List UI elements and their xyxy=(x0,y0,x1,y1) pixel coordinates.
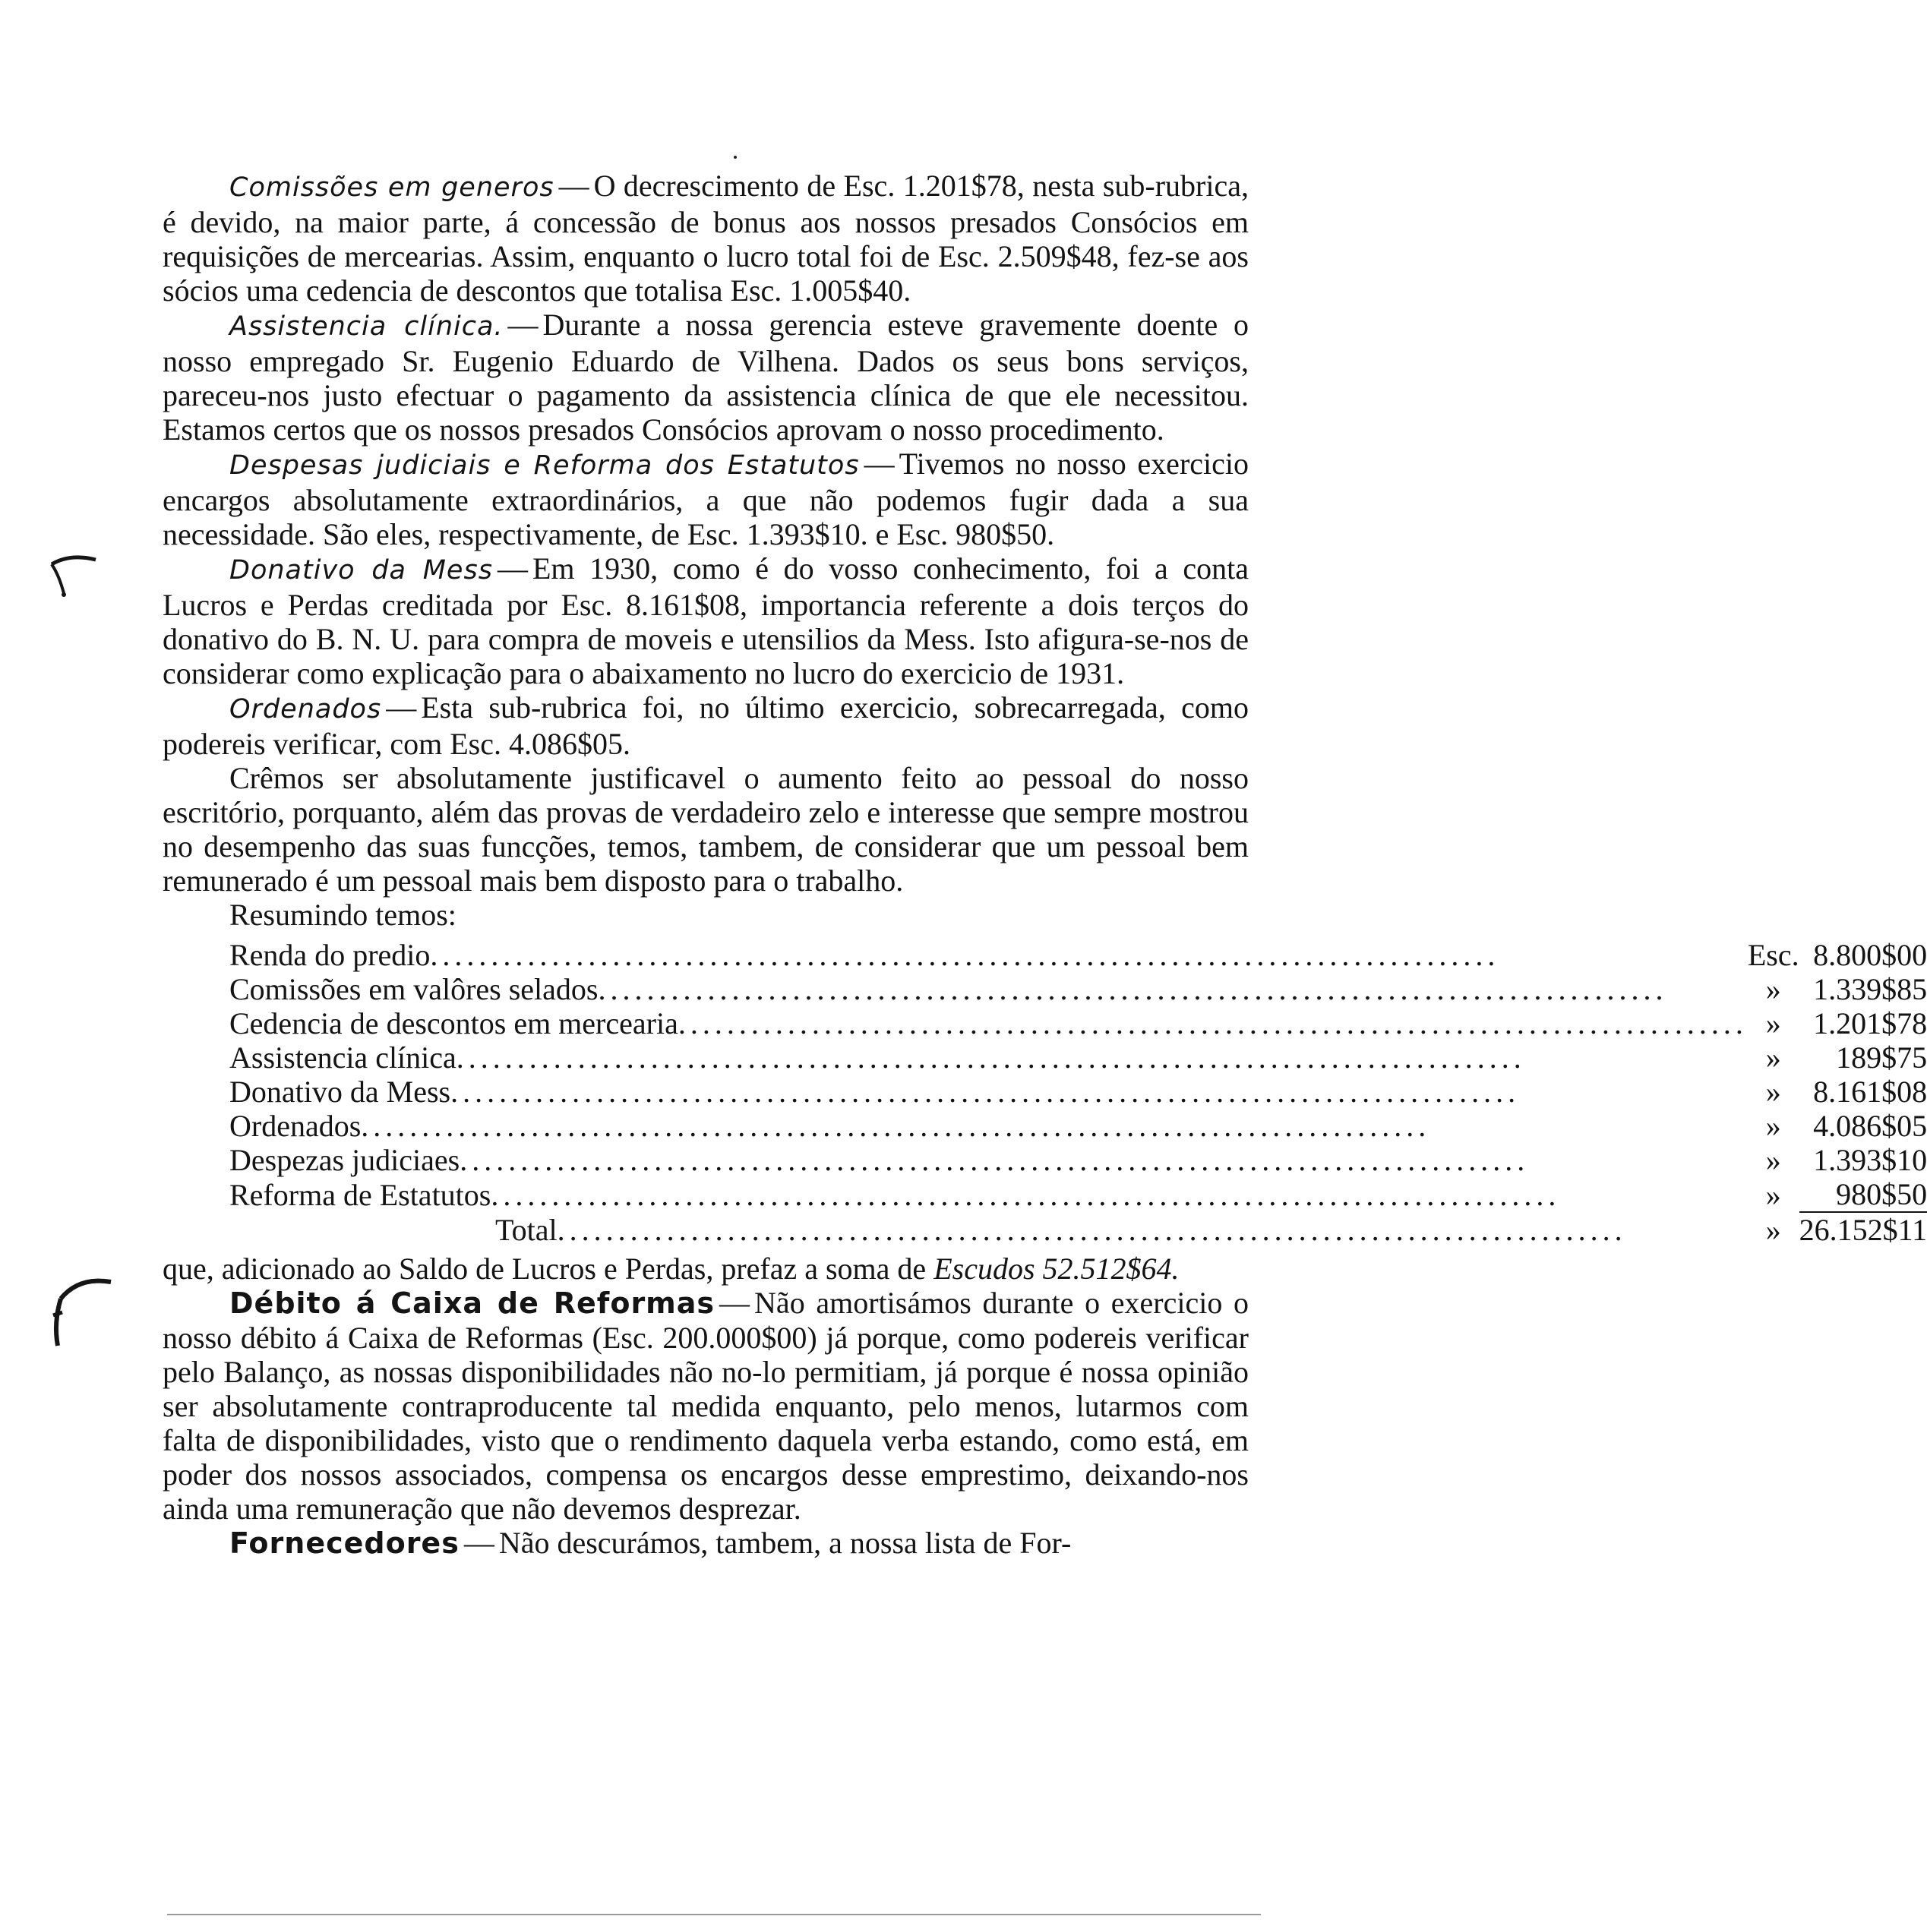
dot-leader: ........................................................................................ xyxy=(456,1040,1526,1075)
summary-row xyxy=(229,1040,1927,1075)
summary-amount: 980$50 xyxy=(1799,1177,1927,1212)
dot-leader: ........................................................................................ xyxy=(361,1109,1431,1143)
paragraph-resumindo: Resumindo temos: xyxy=(229,898,456,932)
summary-label-cell xyxy=(229,972,1748,1006)
paragraph-text: Não amortisámos durante o exercicio o nosso débito á Caixa de Reformas (Esc. 200.000$00) já porque, como podereis verificar pelo Balanço, as nossas disponibilidades não no-lo permitiam, já porque é nossa opinião ser absolutamente contraproducente tal medida enquanto, pelo menos, lutarmos com falta de disponibilidades, visto que o rendimento daquela verba estando, como está, em poder dos nossos associados, compensa os encargos desse emprestimo, deixando-nos ainda uma remuneração que não devemos desprezar. xyxy=(163,1286,1249,1526)
summary-currency: » xyxy=(1765,1040,1781,1075)
dot-leader: ........................................................................................ xyxy=(598,972,1668,1006)
dot-leader: ........................................................................................ xyxy=(430,938,1500,972)
em-dash: — xyxy=(719,1286,750,1320)
summary-currency: » xyxy=(1765,1075,1781,1109)
summary-row xyxy=(229,1177,1927,1212)
paragraph-text: Esta sub-rubrica foi, no último exercicio, sobrecarregada, como podereis verificar, com Esc. 4.086$05. xyxy=(163,690,1249,761)
em-dash: — xyxy=(558,169,589,203)
paragraph-comissoes-generos xyxy=(163,169,1249,308)
paragraph-donativo-mess xyxy=(163,551,1249,690)
paragraph-ordenados xyxy=(163,690,1249,761)
dot-leader: ........................................................................................ xyxy=(450,1075,1521,1109)
dot-leader: ........................................................................................ xyxy=(678,1006,1748,1040)
summary-label-cell xyxy=(229,1109,1748,1143)
paragraph-fornecedores xyxy=(163,1526,1249,1561)
page-bottom-rule xyxy=(167,1914,1261,1915)
dot-leader: ........................................................................................ xyxy=(491,1178,1561,1212)
paragraph-soma xyxy=(163,1252,1249,1286)
summary-label-cell xyxy=(229,938,1748,972)
summary-label: Despezas judiciaes xyxy=(229,1143,460,1177)
summary-label-cell xyxy=(229,1143,1748,1177)
summary-row xyxy=(229,938,1927,972)
paragraph-pessoal: Crêmos ser absolutamente justificavel o aumento feito ao pessoal do nosso escritório, porquanto, além das provas de verdadeiro zelo e interesse que sempre mostrou no desempenho das suas funcções, temos, tambem, de considerar que um pessoal bem remunerado é um pessoal mais bem disposto para o trabalho. xyxy=(163,761,1249,898)
total-escudos: Escudos 52.512$64. xyxy=(933,1252,1180,1286)
paragraph-debito-caixa xyxy=(163,1286,1249,1526)
paragraph-text: que, adicionado ao Saldo de Lucros e Perdas, prefaz a soma de xyxy=(163,1252,927,1286)
summary-amount: 1.201$78 xyxy=(1813,1006,1927,1040)
paragraph-text: Em 1930, como é do vosso conhecimento, foi a conta Lucros e Perdas creditada por Esc. 8.161$08, importancia referente a dois terços do donativo do B. N. U. para compra de moveis e utensilios da Mess. Isto afigura-se-nos de considerar como explicação para o abaixamento no lucro do exercicio de 1931. xyxy=(163,551,1249,690)
summary-label: Renda do predio xyxy=(229,938,431,972)
paragraph-assistencia-clinica xyxy=(163,308,1249,447)
heading-debito-caixa: Débito á Caixa de Reformas xyxy=(229,1286,716,1320)
summary-row xyxy=(229,972,1927,1006)
summary-row xyxy=(229,1143,1927,1177)
summary-amount: 4.086$05 xyxy=(1813,1109,1927,1143)
summary-total-label-cell xyxy=(229,1212,1748,1247)
summary-amount: 189$75 xyxy=(1836,1040,1927,1075)
subheading-comissoes-generos: Comissões em generos xyxy=(229,172,554,203)
em-dash: — xyxy=(497,551,528,586)
summary-label: Reforma de Estatutos xyxy=(229,1178,491,1212)
subheading-despesas-judiciais: Despesas judiciais e Reforma dos Estatutos xyxy=(229,450,860,481)
summary-label: Cedencia de descontos em mercearia xyxy=(229,1006,678,1040)
paragraph-text: Não descurámos, tambem, a nossa lista de For- xyxy=(498,1526,1072,1560)
summary-amount: 1.339$85 xyxy=(1813,972,1927,1006)
summary-amount: 8.161$08 xyxy=(1813,1075,1927,1109)
binding-mark-bottom xyxy=(30,1268,99,1352)
em-dash: — xyxy=(463,1526,494,1560)
em-dash: — xyxy=(864,447,895,481)
summary-row xyxy=(229,1075,1927,1109)
summary-label-cell xyxy=(229,1006,1748,1040)
summary-currency: Esc. xyxy=(1747,938,1799,972)
em-dash: — xyxy=(507,308,539,342)
summary-currency: » xyxy=(1765,1109,1781,1143)
summary-amount: 8.800$00 xyxy=(1813,938,1927,972)
summary-currency: » xyxy=(1765,972,1781,1006)
summary-currency: » xyxy=(1765,1143,1781,1177)
summary-total-row xyxy=(229,1212,1927,1247)
summary-total-currency: » xyxy=(1765,1213,1781,1247)
summary-label-cell xyxy=(229,1075,1748,1109)
em-dash: — xyxy=(386,690,417,724)
summary-amount: 1.393$10 xyxy=(1813,1143,1927,1177)
summary-table xyxy=(229,938,1927,1247)
summary-currency: » xyxy=(1765,1006,1781,1040)
summary-row xyxy=(229,1109,1927,1143)
dot-leader: ........................................................................................ xyxy=(557,1213,1627,1247)
document-body xyxy=(163,169,1927,1561)
ink-speck xyxy=(734,156,737,159)
summary-label: Ordenados xyxy=(229,1109,362,1143)
summary-label: Comissões em valôres selados xyxy=(229,972,599,1006)
subheading-assistencia-clinica: Assistencia clínica. xyxy=(229,311,504,342)
dot-leader: ........................................................................................ xyxy=(460,1143,1530,1177)
subheading-donativo-mess: Donativo da Mess xyxy=(229,555,493,586)
summary-label-cell xyxy=(229,1040,1748,1075)
summary-label: Assistencia clínica xyxy=(229,1040,456,1075)
heading-fornecedores: Fornecedores xyxy=(229,1526,460,1560)
summary-row xyxy=(229,1006,1927,1040)
summary-total-amount: 26.152$11 xyxy=(1799,1213,1927,1247)
paragraph-text: O decrescimento de Esc. 1.201$78, nesta sub-rubrica, é devido, na maior parte, á concessão de bonus aos nossos presados Consócios em requisições de mercearias. Assim, enquanto o lucro total foi de Esc. 2.509$48, fez-se aos sócios uma cedencia de descontos que totalisa Esc. 1.005$40. xyxy=(163,169,1249,308)
summary-label-cell xyxy=(229,1177,1748,1212)
binding-mark-top xyxy=(30,543,99,604)
summary-currency: » xyxy=(1765,1178,1781,1212)
paragraph-text: Tivemos no nosso exercicio encargos absolutamente extraordinários, a que não podemos fugir dada a sua necessidade. São eles, respectivamente, de Esc. 1.393$10. e Esc. 980$50. xyxy=(163,447,1249,551)
summary-label: Donativo da Mess xyxy=(229,1075,451,1109)
subheading-ordenados: Ordenados xyxy=(229,694,382,724)
paragraph-text: Durante a nossa gerencia esteve gravemente doente o nosso empregado Sr. Eugenio Eduardo de Vilhena. Dados os seus bons serviços, pareceu-nos justo efectuar o pagamento da assistencia clínica de que ele necessitou. Estamos certos que os nossos presados Consócios aprovam o nosso procedimento. xyxy=(163,308,1249,447)
summary-total-label: Total xyxy=(495,1213,558,1247)
paragraph-despesas-judiciais xyxy=(163,447,1249,551)
